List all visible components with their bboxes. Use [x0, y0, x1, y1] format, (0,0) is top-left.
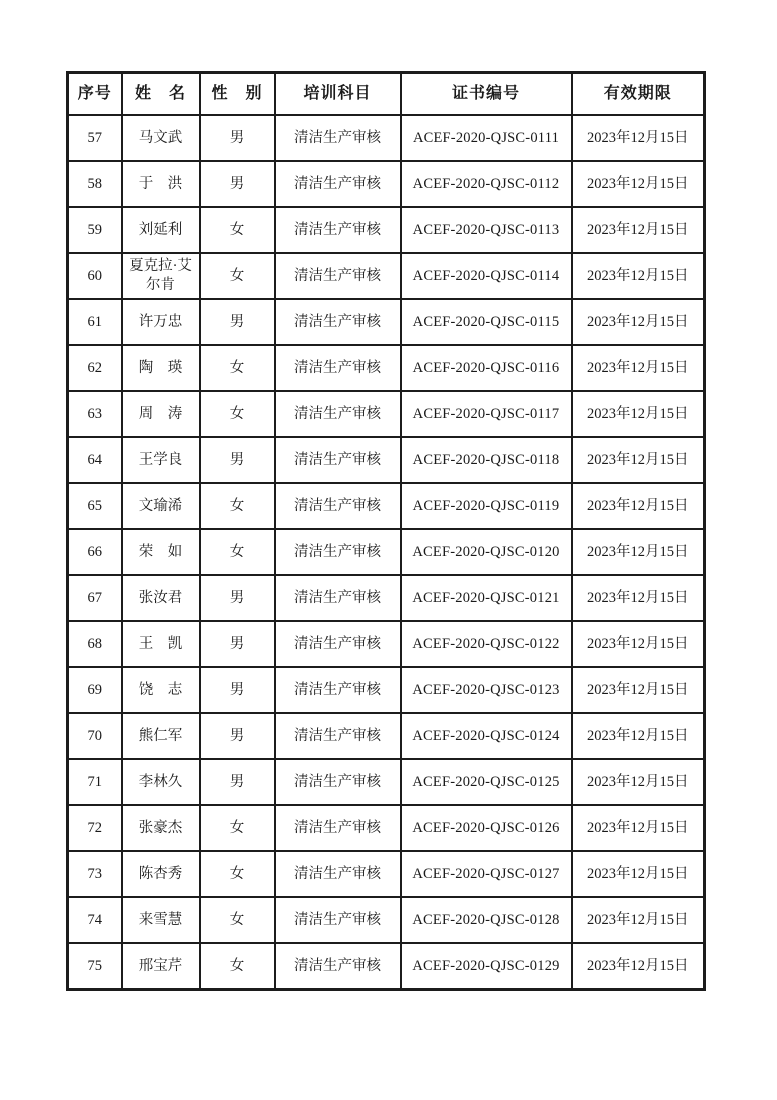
cell-subject: 清洁生产审核 [275, 851, 401, 897]
cell-serial: 69 [68, 667, 122, 713]
cell-valid: 2023年12月15日 [572, 115, 705, 161]
cell-gender: 女 [200, 483, 275, 529]
table-row [68, 667, 705, 713]
cell-subject: 清洁生产审核 [275, 897, 401, 943]
cell-valid: 2023年12月15日 [572, 345, 705, 391]
cell-gender: 女 [200, 529, 275, 575]
cell-gender: 女 [200, 253, 275, 299]
header-row [68, 73, 705, 116]
cell-serial: 62 [68, 345, 122, 391]
cell-name: 夏克拉·艾尔肯 [122, 253, 200, 299]
cell-cert: ACEF-2020-QJSC-0120 [401, 529, 572, 575]
cell-serial: 75 [68, 943, 122, 990]
cell-cert: ACEF-2020-QJSC-0124 [401, 713, 572, 759]
table-body [68, 115, 705, 990]
cell-name: 王学良 [122, 437, 200, 483]
cell-cert: ACEF-2020-QJSC-0127 [401, 851, 572, 897]
cell-gender: 女 [200, 207, 275, 253]
cell-subject: 清洁生产审核 [275, 161, 401, 207]
col-header-name: 姓 名 [122, 73, 200, 116]
cell-cert: ACEF-2020-QJSC-0118 [401, 437, 572, 483]
cell-gender: 男 [200, 759, 275, 805]
cell-name: 张豪杰 [122, 805, 200, 851]
cell-gender: 女 [200, 897, 275, 943]
col-header-gender: 性 别 [200, 73, 275, 116]
table-row [68, 483, 705, 529]
table-row [68, 851, 705, 897]
table-row [68, 391, 705, 437]
cell-valid: 2023年12月15日 [572, 391, 705, 437]
cell-cert: ACEF-2020-QJSC-0129 [401, 943, 572, 990]
cell-cert: ACEF-2020-QJSC-0125 [401, 759, 572, 805]
cell-name: 张汝君 [122, 575, 200, 621]
cell-name: 饶 志 [122, 667, 200, 713]
cell-gender: 男 [200, 299, 275, 345]
cell-subject: 清洁生产审核 [275, 943, 401, 990]
cell-serial: 68 [68, 621, 122, 667]
cell-subject: 清洁生产审核 [275, 299, 401, 345]
table-row [68, 345, 705, 391]
cell-serial: 60 [68, 253, 122, 299]
col-header-subject: 培训科目 [275, 73, 401, 116]
cell-cert: ACEF-2020-QJSC-0116 [401, 345, 572, 391]
cell-cert: ACEF-2020-QJSC-0126 [401, 805, 572, 851]
certificate-table [66, 71, 706, 991]
cell-valid: 2023年12月15日 [572, 943, 705, 990]
cell-name: 文瑜浠 [122, 483, 200, 529]
cell-valid: 2023年12月15日 [572, 483, 705, 529]
cell-serial: 57 [68, 115, 122, 161]
cell-name: 熊仁军 [122, 713, 200, 759]
cell-name: 于 洪 [122, 161, 200, 207]
cell-cert: ACEF-2020-QJSC-0117 [401, 391, 572, 437]
cell-subject: 清洁生产审核 [275, 529, 401, 575]
cell-subject: 清洁生产审核 [275, 805, 401, 851]
cell-name: 邢宝芹 [122, 943, 200, 990]
cell-gender: 女 [200, 391, 275, 437]
col-header-validity: 有效期限 [572, 73, 705, 116]
cell-name: 周 涛 [122, 391, 200, 437]
table-row [68, 575, 705, 621]
table-row [68, 943, 705, 990]
cell-cert: ACEF-2020-QJSC-0123 [401, 667, 572, 713]
cell-cert: ACEF-2020-QJSC-0112 [401, 161, 572, 207]
cell-valid: 2023年12月15日 [572, 161, 705, 207]
cell-cert: ACEF-2020-QJSC-0111 [401, 115, 572, 161]
cell-name: 刘延利 [122, 207, 200, 253]
table-header [68, 73, 705, 116]
cell-valid: 2023年12月15日 [572, 575, 705, 621]
cell-cert: ACEF-2020-QJSC-0115 [401, 299, 572, 345]
cell-subject: 清洁生产审核 [275, 207, 401, 253]
table-row [68, 529, 705, 575]
cell-valid: 2023年12月15日 [572, 253, 705, 299]
cell-serial: 63 [68, 391, 122, 437]
col-header-serial: 序号 [68, 73, 122, 116]
cell-cert: ACEF-2020-QJSC-0114 [401, 253, 572, 299]
cell-cert: ACEF-2020-QJSC-0119 [401, 483, 572, 529]
cell-serial: 67 [68, 575, 122, 621]
cell-name: 陈杏秀 [122, 851, 200, 897]
cell-serial: 58 [68, 161, 122, 207]
table-row [68, 207, 705, 253]
cell-subject: 清洁生产审核 [275, 391, 401, 437]
cell-serial: 64 [68, 437, 122, 483]
cell-serial: 61 [68, 299, 122, 345]
table-row [68, 299, 705, 345]
table-row [68, 253, 705, 299]
cell-subject: 清洁生产审核 [275, 575, 401, 621]
cell-subject: 清洁生产审核 [275, 713, 401, 759]
cell-subject: 清洁生产审核 [275, 437, 401, 483]
cell-gender: 男 [200, 575, 275, 621]
cell-gender: 女 [200, 805, 275, 851]
cell-gender: 男 [200, 667, 275, 713]
cell-name: 李林久 [122, 759, 200, 805]
cell-name: 马文武 [122, 115, 200, 161]
cell-serial: 71 [68, 759, 122, 805]
cell-gender: 女 [200, 851, 275, 897]
table-row [68, 897, 705, 943]
cell-valid: 2023年12月15日 [572, 805, 705, 851]
cell-serial: 73 [68, 851, 122, 897]
cell-cert: ACEF-2020-QJSC-0128 [401, 897, 572, 943]
table-row [68, 621, 705, 667]
table-row [68, 805, 705, 851]
cell-valid: 2023年12月15日 [572, 299, 705, 345]
cell-valid: 2023年12月15日 [572, 621, 705, 667]
cell-subject: 清洁生产审核 [275, 253, 401, 299]
cell-subject: 清洁生产审核 [275, 345, 401, 391]
cell-serial: 70 [68, 713, 122, 759]
col-header-cert-number: 证书编号 [401, 73, 572, 116]
cell-serial: 74 [68, 897, 122, 943]
cell-cert: ACEF-2020-QJSC-0121 [401, 575, 572, 621]
table-row [68, 759, 705, 805]
cell-serial: 72 [68, 805, 122, 851]
cell-name: 来雪慧 [122, 897, 200, 943]
cell-name: 荣 如 [122, 529, 200, 575]
cell-valid: 2023年12月15日 [572, 667, 705, 713]
table-row [68, 115, 705, 161]
cell-name: 许万忠 [122, 299, 200, 345]
cell-serial: 59 [68, 207, 122, 253]
table-row [68, 161, 705, 207]
cell-gender: 男 [200, 161, 275, 207]
cell-serial: 66 [68, 529, 122, 575]
cell-valid: 2023年12月15日 [572, 759, 705, 805]
cell-name: 王 凯 [122, 621, 200, 667]
cell-subject: 清洁生产审核 [275, 483, 401, 529]
cell-subject: 清洁生产审核 [275, 759, 401, 805]
cell-valid: 2023年12月15日 [572, 897, 705, 943]
cell-valid: 2023年12月15日 [572, 851, 705, 897]
cell-gender: 女 [200, 943, 275, 990]
cell-valid: 2023年12月15日 [572, 713, 705, 759]
cell-gender: 男 [200, 115, 275, 161]
cell-gender: 女 [200, 345, 275, 391]
table-row [68, 437, 705, 483]
cell-cert: ACEF-2020-QJSC-0122 [401, 621, 572, 667]
cell-subject: 清洁生产审核 [275, 621, 401, 667]
cell-serial: 65 [68, 483, 122, 529]
cell-subject: 清洁生产审核 [275, 115, 401, 161]
cell-gender: 男 [200, 437, 275, 483]
cell-gender: 男 [200, 713, 275, 759]
cell-gender: 男 [200, 621, 275, 667]
cell-cert: ACEF-2020-QJSC-0113 [401, 207, 572, 253]
cell-name: 陶 瑛 [122, 345, 200, 391]
cell-valid: 2023年12月15日 [572, 207, 705, 253]
cell-valid: 2023年12月15日 [572, 437, 705, 483]
cell-subject: 清洁生产审核 [275, 667, 401, 713]
table-row [68, 713, 705, 759]
cell-valid: 2023年12月15日 [572, 529, 705, 575]
